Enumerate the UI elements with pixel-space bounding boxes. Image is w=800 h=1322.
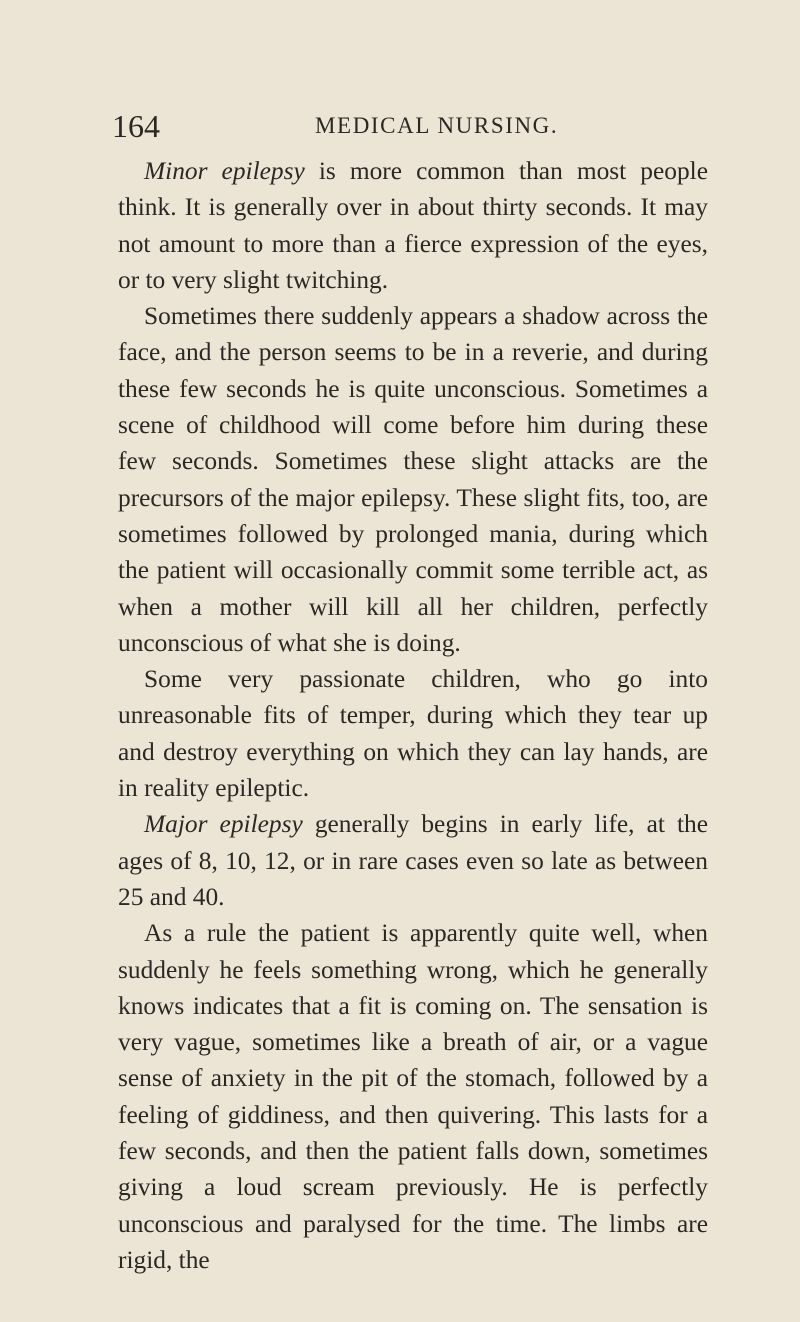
paragraph-lead-italic: Major epilepsy bbox=[144, 810, 303, 839]
page-number: 164 bbox=[112, 108, 160, 144]
paragraph-as-a-rule bbox=[118, 915, 708, 1278]
paragraph-passionate-children bbox=[118, 661, 708, 806]
paragraph-text: is more common than most people think. It is generally over in about thirty seconds. It may not amount to more than a fierce expression of the eyes, or to very slight twitching. bbox=[118, 157, 708, 294]
paragraph-text: Sometimes there suddenly appears a shadow across the face, and the person seems to be in a reverie, and during these few seconds he is quite unconscious. Sometimes a scene of childhood will come before him during these few seconds. Sometimes these slight attacks are the precursors of the major epilepsy. These slight fits, too, are sometimes followed by prolonged mania, during which the patient will occasionally commit some terrible act, as when a mother will kill all her children, perfectly unconscious of what she is doing. bbox=[118, 302, 708, 657]
paragraph-major-epilepsy bbox=[118, 806, 708, 915]
paragraph-shadow-across-face bbox=[118, 298, 708, 661]
body-text bbox=[118, 153, 708, 1278]
paragraph-text: As a rule the patient is apparently quite well, when suddenly he feels something wrong, which he generally knows indicates that a fit is coming on. The sensation is very vague, sometimes like a breath of air, or a vague sense of anxiety in the pit of the stomach, followed by a feeling of giddiness, and then quivering. This lasts for a few seconds, and then the patient falls down, sometimes giving a loud scream previously. He is perfectly unconscious and paralysed for the time. The limbs are rigid, the bbox=[118, 919, 708, 1274]
paragraph-minor-epilepsy bbox=[118, 153, 708, 298]
running-head: MEDICAL NURSING. bbox=[315, 113, 559, 138]
paragraph-lead-italic: Minor epilepsy bbox=[144, 157, 305, 185]
paragraph-text: Some very passionate children, who go into unreasonable fits of temper, during which they tear up and destroy everything on which they can lay hands, are in reality epileptic. bbox=[118, 665, 708, 803]
page-header bbox=[112, 106, 712, 146]
paragraph-text: generally begins in early life, at the ages of 8, 10, 12, or in rare cases even so late as between 25 and 40. bbox=[118, 810, 709, 911]
